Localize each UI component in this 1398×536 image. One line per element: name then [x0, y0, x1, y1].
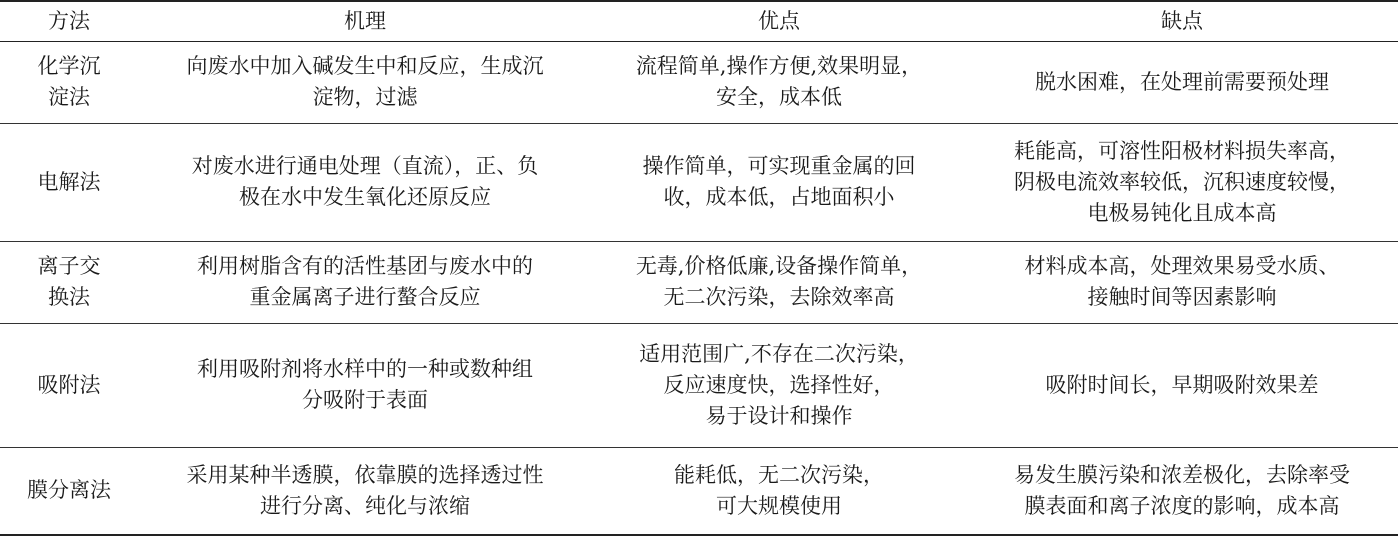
mechanism-cell — [138, 241, 592, 323]
disadvantages-cell — [966, 447, 1398, 535]
table-row — [0, 41, 1398, 123]
cell-line: 收，成本低，占地面积小 — [663, 185, 895, 209]
cell-line: 化学沉 — [37, 54, 101, 78]
advantages-cell — [592, 323, 966, 447]
cell-line: 阴极电流效率较低，沉积速度较慢， — [1014, 169, 1350, 194]
disadvantages-cell — [966, 41, 1398, 123]
cell-line: 分吸附于表面 — [302, 388, 428, 412]
cell-line: 脱水困难，在处理前需要预处理 — [1035, 69, 1329, 94]
cell-line: 可大规模使用 — [716, 493, 842, 518]
cell-line: 流程简单,操作方便,效果明显， — [635, 54, 923, 78]
advantages-cell — [592, 123, 966, 241]
cell-line: 利用吸附剂将水样中的一种或数种组 — [197, 357, 533, 381]
cell-line: 吸附时间长，早期吸附效果差 — [1045, 372, 1319, 397]
advantages-cell — [592, 41, 966, 123]
cell-line: 膜表面和离子浓度的影响，成本高 — [1024, 493, 1340, 518]
cell-line: 耗能高，可溶性阳极材料损失率高， — [1014, 138, 1350, 163]
mechanism-cell — [138, 123, 592, 241]
cell-line: 极在水中发生氧化还原反应 — [239, 185, 491, 209]
disadvantages-cell — [966, 323, 1398, 447]
cell-line: 电极易钝化且成本高 — [1087, 200, 1277, 225]
cell-line: 能耗低，无二次污染， — [674, 462, 884, 487]
table-row — [0, 447, 1398, 535]
table-header-row — [0, 1, 1398, 41]
header-advantages: 优点 — [592, 1, 966, 41]
cell-line: 离子交 — [37, 254, 101, 278]
header-method: 方法 — [0, 1, 138, 41]
advantages-cell — [592, 241, 966, 323]
table-row — [0, 123, 1398, 241]
cell-line: 适用范围广,不存在二次污染， — [639, 341, 919, 366]
method-cell — [0, 241, 138, 323]
cell-line: 重金属离子进行螯合反应 — [249, 285, 481, 309]
cell-line: 易发生膜污染和浓差极化，去除率受 — [1014, 462, 1350, 487]
method-cell — [0, 123, 138, 241]
method-cell — [0, 323, 138, 447]
mechanism-cell — [138, 41, 592, 123]
cell-line: 淀物，过滤 — [312, 85, 418, 109]
table-row — [0, 241, 1398, 323]
cell-line: 对废水进行通电处理（直流），正、负 — [191, 154, 539, 178]
cell-line: 易于设计和操作 — [705, 403, 853, 428]
header-mechanism: 机理 — [138, 1, 592, 41]
cell-line: 材料成本高，处理效果易受水质、 — [1024, 254, 1340, 278]
disadvantages-cell — [966, 123, 1398, 241]
cell-line: 吸附法 — [37, 372, 101, 397]
cell-line: 膜分离法 — [27, 478, 111, 503]
method-cell — [0, 41, 138, 123]
cell-line: 换法 — [48, 285, 90, 309]
cell-line: 无二次污染，去除效率高 — [663, 285, 895, 309]
cell-line: 进行分离、纯化与浓缩 — [260, 493, 470, 518]
cell-line: 安全，成本低 — [716, 85, 842, 109]
method-cell — [0, 447, 138, 535]
advantages-cell — [592, 447, 966, 535]
mechanism-cell — [138, 323, 592, 447]
cell-line: 电解法 — [37, 169, 101, 194]
disadvantages-cell — [966, 241, 1398, 323]
table-row — [0, 323, 1398, 447]
cell-line: 利用树脂含有的活性基团与废水中的 — [197, 254, 533, 278]
cell-line: 淀法 — [48, 85, 90, 109]
mechanism-cell — [138, 447, 592, 535]
header-disadvantages: 缺点 — [966, 1, 1398, 41]
cell-line: 操作简单，可实现重金属的回 — [642, 154, 916, 178]
cell-line: 向废水中加入碱发生中和反应，生成沉 — [186, 54, 544, 78]
cell-line: 采用某种半透膜，依靠膜的选择透过性 — [186, 462, 544, 487]
cell-line: 接触时间等因素影响 — [1087, 285, 1277, 309]
cell-line: 反应速度快，选择性好， — [663, 372, 895, 397]
cell-line: 无毒,价格低廉,设备操作简单， — [635, 254, 923, 278]
